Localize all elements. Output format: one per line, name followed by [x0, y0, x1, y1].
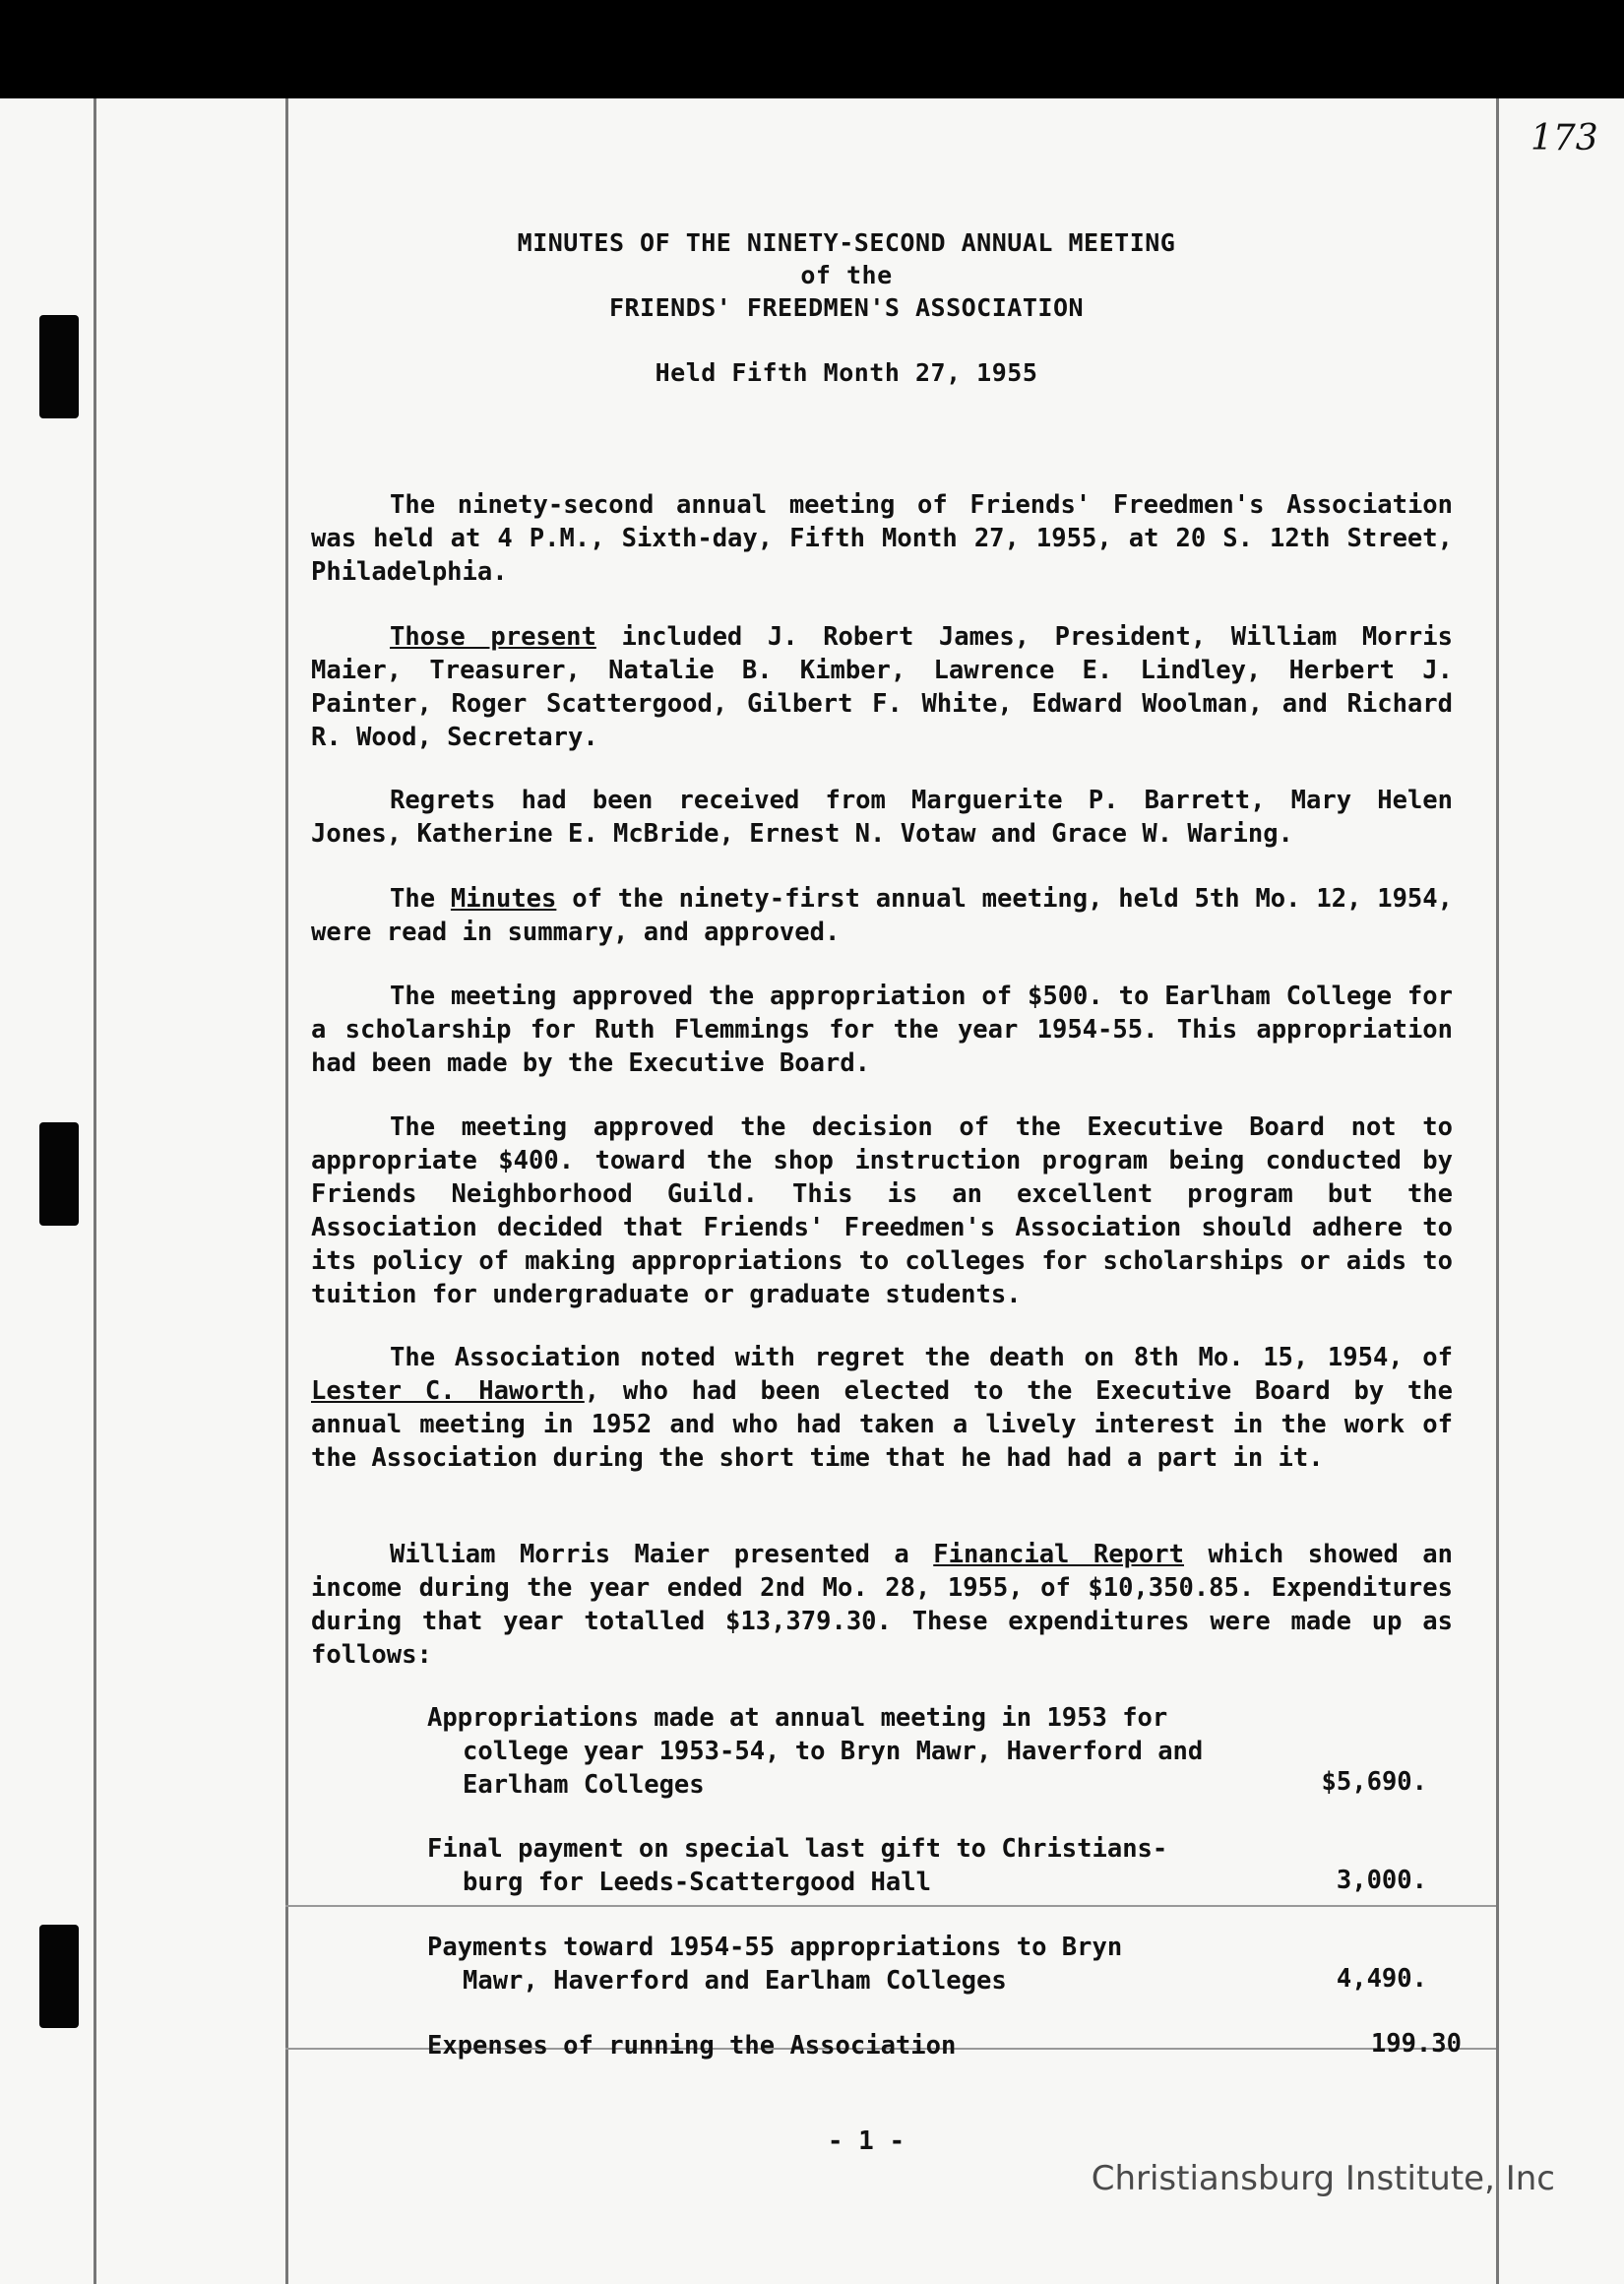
punch-hole: [39, 1122, 79, 1226]
margin-line-inner: [285, 98, 288, 2284]
handwritten-page-number: 173: [1530, 118, 1598, 159]
paragraph-shop-program: The meeting approved the decision of the Executive Board not to appropriate $400. toward the shop instruction program being conducted by Friends Neighborhood Guild. This is an excellent program but the Association decided that Friends' Freedmen's Association should adhere to its policy of making appropriations to colleges for scholarships or aids to tuition for undergraduate or graduate students.: [311, 1112, 1453, 1309]
paragraph-attendance: Those present included J. Robert James, President, William Morris Maier, Treasurer, Natalie B. Kimber, Lawrence E. Lindley, Herbert J. Painter, Roger Scattergood, Gilbert F. White, Edward Woolman, and Richard R. Wood, Secretary.: [311, 622, 1453, 752]
margin-line-right: [1496, 98, 1499, 2284]
expenditure-item: Appropriations made at annual meeting in 1953 for college year 1953-54, to Bryn Mawr, Haverford and Earlham Colleges: [427, 1703, 1204, 1800]
paragraph-opening: The ninety-second annual meeting of Friends' Freedmen's Association was held at 4 P.M., Sixth-day, Fifth Month 27, 1955, at 20 S. 12th Street, Philadelphia.: [311, 490, 1453, 587]
expenditure-amount: $5,690.: [1321, 1767, 1427, 1797]
meeting-date: Held Fifth Month 27, 1955: [655, 358, 1038, 387]
expenditure-amount: 4,490.: [1336, 1964, 1427, 1994]
punch-hole: [39, 315, 79, 418]
page-number: - 1 -: [827, 2126, 906, 2156]
fold-line: [285, 1905, 1496, 1907]
paragraph-earlham-appropriation: The meeting approved the appropriation of $500. to Earlham College for a scholarship for Ruth Flemmings for the year 1954-55. This appropriation had been made by the Executive Board.: [311, 982, 1453, 1078]
underlined-heading: Minutes: [450, 884, 557, 914]
title-line-3: FRIENDS' FREEDMEN'S ASSOCIATION: [608, 293, 1085, 322]
paragraph-minutes: The Minutes of the ninety-first annual meeting, held 5th Mo. 12, 1954, were read in summary, and approved.: [311, 884, 1453, 947]
paragraph-haworth: The Association noted with regret the death on 8th Mo. 15, 1954, of Lester C. Haworth, who had been elected to the Executive Board by the annual meeting in 1952 and who had taken a lively interest in the work of the Association during the short time that he had had a part in it.: [311, 1343, 1453, 1473]
archive-watermark: Christiansburg Institute, Inc: [1091, 2159, 1555, 2198]
paragraph-financial-report: William Morris Maier presented a Financial Report which showed an income during the year ended 2nd Mo. 28, 1955, of $10,350.85. Expenditures during that year totalled $13,379.30. These expenditures were made up as follows:: [311, 1540, 1453, 1670]
expenditure-item: Payments toward 1954-55 appropriations to Bryn Mawr, Haverford and Earlham Colleges: [427, 1933, 1123, 1996]
expenditure-amount: 3,000.: [1336, 1866, 1427, 1895]
title-line-2: of the: [800, 261, 893, 289]
expenditure-item: Expenses of running the Association: [427, 2031, 957, 2061]
underlined-heading: Financial Report: [933, 1540, 1184, 1569]
paragraph-regrets: Regrets had been received from Marguerite P. Barrett, Mary Helen Jones, Katherine E. McBride, Ernest N. Votaw and Grace W. Waring.: [311, 786, 1453, 849]
underlined-name: Lester C. Haworth: [311, 1376, 585, 1406]
expenditure-amount: 199.30: [1370, 2029, 1462, 2059]
expenditure-item: Final payment on special last gift to Christians- burg for Leeds-Scattergood Hall: [427, 1834, 1168, 1897]
underlined-heading: Those present: [390, 622, 596, 652]
margin-line-left: [94, 98, 96, 2284]
punch-hole: [39, 1925, 79, 2028]
title-line-1: MINUTES OF THE NINETY-SECOND ANNUAL MEETING: [517, 228, 1176, 257]
